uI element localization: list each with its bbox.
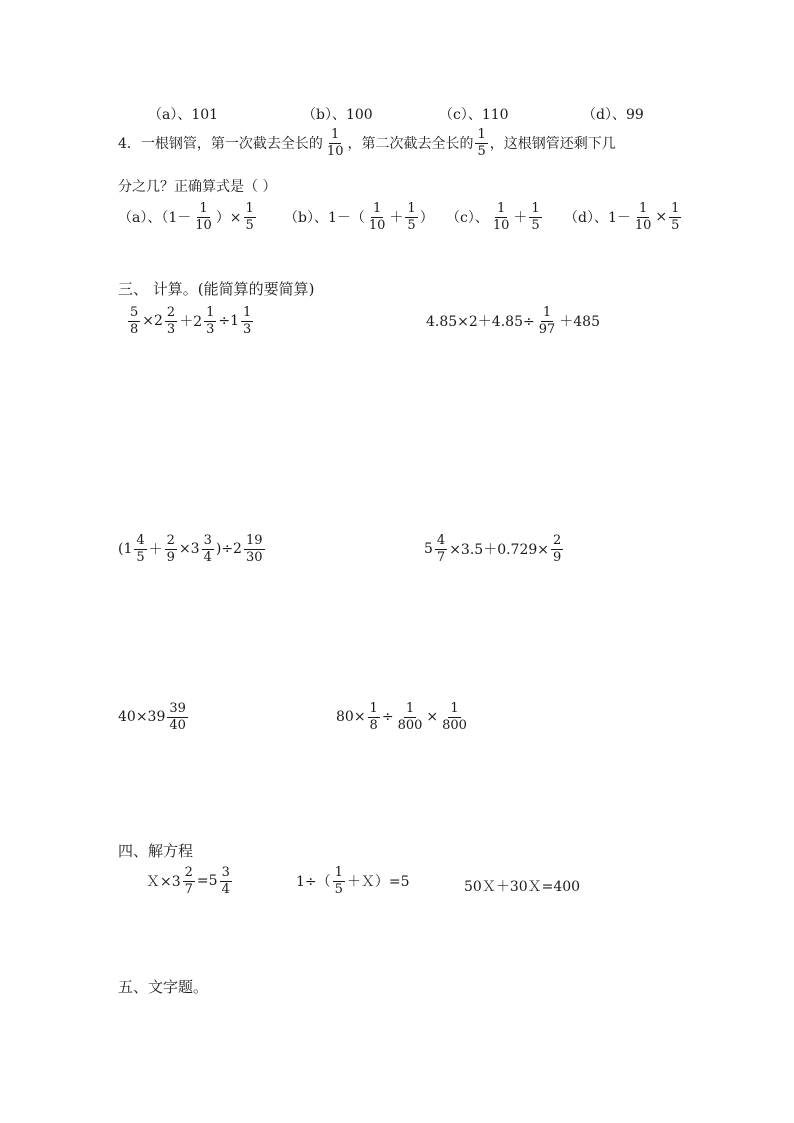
calc-expression-1: $\frac{5}{8}$ ×2 $\frac{2}{3}$ ＋2 $\frac{1}{3}$ ÷1 $\frac{1}{3}$ xyxy=(130,305,252,337)
q4-text-line2: 分之几？正确算式是（ ） xyxy=(118,179,277,195)
equation-2: 1÷（ $\frac{1}{5}$ ＋Ｘ）=5 xyxy=(296,865,410,897)
calc-expression-4: 5 $\frac{4}{7}$ ×3.5＋0.729× $\frac{2}{9}$ xyxy=(424,533,562,565)
fraction: $\frac{1}{10}$ xyxy=(492,201,510,233)
equation-3: 50Ｘ＋30Ｘ=400 xyxy=(464,879,581,895)
equation-1: Ｘ×3 $\frac{2}{7}$ =5 $\frac{3}{4}$ xyxy=(146,865,230,897)
calc-expression-3: (1 $\frac{4}{5}$ ＋ $\frac{2}{9}$ ×3 $\frac{3}{4}$ )÷2 $\frac{19}{30}$ xyxy=(118,533,263,565)
fraction: $\frac{2}{9}$ xyxy=(553,533,562,565)
q3-option-b: （b）、100 xyxy=(302,107,373,123)
section3-title: 三、 计算。(能简算的要简算) xyxy=(118,280,315,298)
calc-expression-2: 4.85×2＋4.85÷ $\frac{1}{97}$ ＋485 xyxy=(426,305,600,337)
fraction: $\frac{2}{7}$ xyxy=(184,865,193,897)
fraction: $\frac{1}{5}$ xyxy=(407,201,416,233)
fraction: $\frac{19}{30}$ xyxy=(245,533,263,565)
section5-title: 五、文字题。 xyxy=(118,978,209,996)
fraction: $\frac{5}{8}$ xyxy=(130,305,139,337)
fraction: $\frac{4}{7}$ xyxy=(436,533,446,565)
fraction: $\frac{1}{10}$ xyxy=(634,201,652,233)
fraction: $\frac{1}{3}$ xyxy=(206,305,215,337)
q4-option-b: （b）、1－（ $\frac{1}{10}$ ＋ $\frac{1}{5}$ ） xyxy=(284,201,434,233)
q4-option-a: （a）、（1－ $\frac{1}{10}$ ）× $\frac{1}{5}$ xyxy=(118,201,254,233)
fraction: $\frac{1}{5}$ xyxy=(245,201,254,233)
fraction: $\frac{1}{8}$ xyxy=(369,701,378,733)
q4-option-c: （c）、 $\frac{1}{10}$ ＋ $\frac{1}{5}$ xyxy=(446,201,540,233)
fraction: $\frac{3}{4}$ xyxy=(203,533,212,565)
fraction: $\frac{1}{97}$ xyxy=(538,305,556,337)
section4-title: 四、解方程 xyxy=(118,842,194,860)
fraction: $\frac{1}{5}$ xyxy=(531,201,540,233)
calc-expression-5: 40×39 $\frac{39}{40}$ xyxy=(118,701,186,733)
fraction: $\frac{1}{5}$ xyxy=(477,127,486,159)
fraction: $\frac{1}{800}$ xyxy=(397,701,423,733)
fraction: $\frac{1}{10}$ xyxy=(326,127,344,159)
q3-option-a: （a）、101 xyxy=(148,107,219,123)
fraction: $\frac{1}{800}$ xyxy=(442,701,467,733)
fraction: $\frac{39}{40}$ xyxy=(169,701,186,733)
fraction: $\frac{1}{5}$ xyxy=(671,201,680,233)
fraction: $\frac{1}{10}$ xyxy=(195,201,212,233)
fraction: $\frac{2}{9}$ xyxy=(166,533,175,565)
q4-option-d: （d）、1－ $\frac{1}{10}$ × $\frac{1}{5}$ xyxy=(564,201,680,233)
fraction: $\frac{3}{4}$ xyxy=(221,865,230,897)
fraction: $\frac{2}{3}$ xyxy=(166,305,176,337)
fraction: $\frac{1}{5}$ xyxy=(334,865,343,897)
fraction: $\frac{4}{5}$ xyxy=(136,533,145,565)
q3-option-c: （c）、110 xyxy=(439,107,509,123)
q4-text-line1: 4．一根钢管，第一次截去全长的 $\frac{1}{10}$ ，第二次截去全长的 $\frac{1}{5}$ ，这根钢管还剩下几 xyxy=(118,127,616,159)
calc-expression-6: 80× $\frac{1}{8}$ ÷ $\frac{1}{800}$ × $\frac{1}{800}$ xyxy=(336,701,467,733)
q3-option-d: （d）、99 xyxy=(582,107,644,123)
fraction: $\frac{1}{10}$ xyxy=(368,201,386,233)
fraction: $\frac{1}{3}$ xyxy=(243,305,252,337)
